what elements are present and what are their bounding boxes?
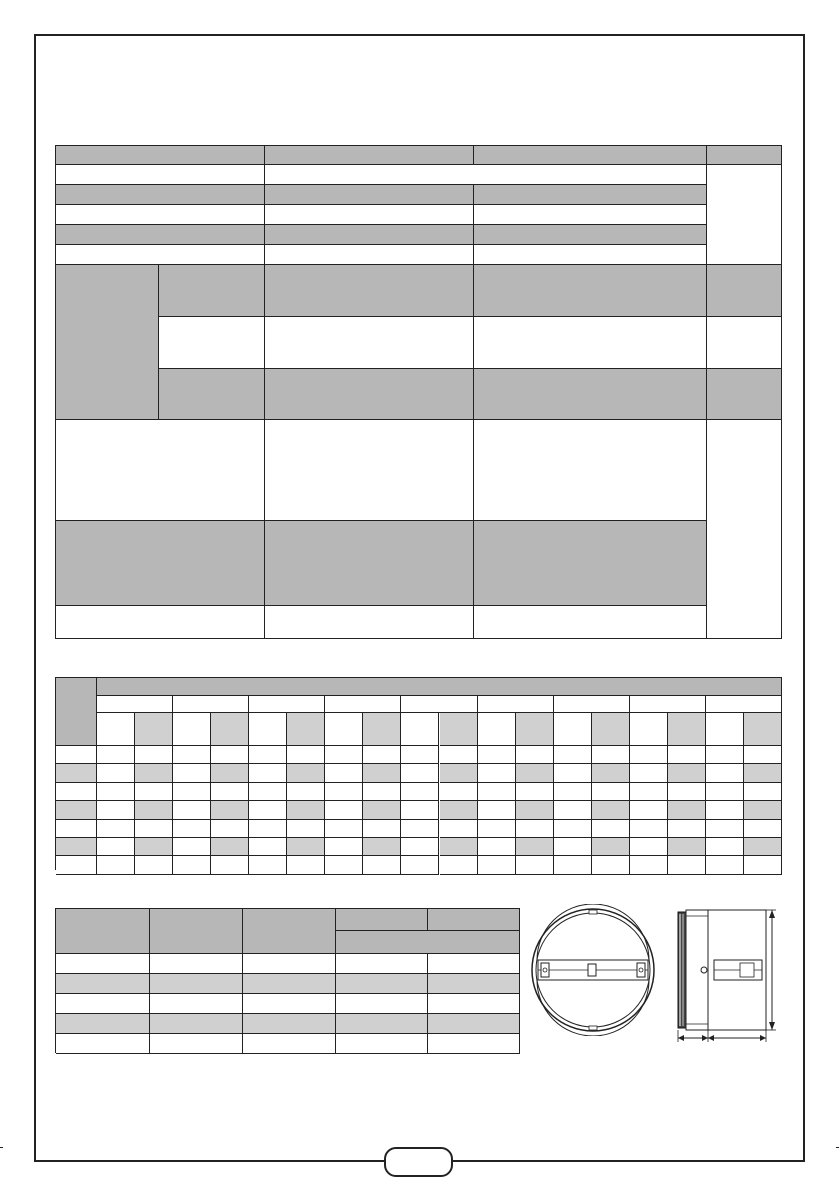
perf-cell — [401, 764, 439, 782]
spec-cell — [474, 420, 707, 521]
perf-corner-cell — [56, 678, 97, 746]
dim-cell — [56, 1014, 150, 1034]
perf-row-label — [56, 783, 97, 801]
perf-cell — [401, 838, 439, 856]
perf-subheader — [706, 713, 744, 746]
spec-cell — [474, 606, 707, 639]
perf-subheader — [478, 713, 516, 746]
perf-cell — [287, 783, 325, 801]
perf-cell — [363, 764, 401, 782]
perf-cell — [363, 838, 401, 856]
spec-cell — [265, 521, 474, 606]
dim-header-cell — [150, 909, 243, 954]
perf-header-cell — [97, 678, 782, 696]
perf-cell — [211, 746, 249, 764]
perf-cell — [554, 783, 592, 801]
perf-group-header — [706, 696, 782, 713]
perf-cell — [363, 746, 401, 764]
perf-cell — [287, 801, 325, 819]
perf-cell — [401, 856, 439, 874]
spec-cell — [265, 369, 474, 420]
dim-cell — [336, 1034, 428, 1054]
spec-cell — [707, 420, 782, 639]
dim-cell — [243, 974, 336, 994]
spec-cell — [56, 521, 265, 606]
perf-group-header — [554, 696, 630, 713]
perf-cell — [706, 838, 744, 856]
perf-cell — [97, 838, 135, 856]
perf-subheader — [135, 713, 173, 746]
perf-cell — [363, 856, 401, 874]
dim-cell — [428, 1014, 520, 1034]
perf-row-label — [56, 764, 97, 782]
perf-cell — [325, 856, 363, 874]
dim-cell — [336, 974, 428, 994]
perf-subheader — [668, 713, 706, 746]
perf-subheader — [554, 713, 592, 746]
perf-cell — [173, 764, 211, 782]
perf-cell — [554, 856, 592, 874]
perf-cell — [478, 820, 516, 838]
perf-group-header — [478, 696, 554, 713]
perf-subheader — [363, 713, 401, 746]
perf-cell — [516, 764, 554, 782]
corner-mark — [0, 1147, 3, 1148]
perf-cell — [135, 746, 173, 764]
spec-cell — [265, 225, 474, 245]
perf-cell — [211, 838, 249, 856]
perf-cell — [135, 820, 173, 838]
dim-cell — [56, 954, 150, 974]
dim-cell — [428, 1034, 520, 1054]
perf-row-label — [56, 801, 97, 819]
perf-cell — [744, 801, 782, 819]
perf-cell — [211, 801, 249, 819]
perf-cell — [744, 783, 782, 801]
perf-cell — [706, 820, 744, 838]
spec-cell — [159, 317, 265, 369]
spec-cell — [474, 317, 707, 369]
spec-cell — [474, 185, 707, 205]
perf-cell — [668, 820, 706, 838]
perf-cell — [668, 746, 706, 764]
perf-cell — [97, 856, 135, 874]
dim-cell — [428, 994, 520, 1014]
perf-subheader — [325, 713, 363, 746]
perf-cell — [516, 856, 554, 874]
perf-cell — [325, 801, 363, 819]
perf-cell — [554, 801, 592, 819]
dim-header-cell — [56, 909, 150, 954]
perf-cell — [97, 801, 135, 819]
perf-cell — [401, 783, 439, 801]
perf-cell — [516, 820, 554, 838]
perf-subheader — [592, 713, 630, 746]
perf-cell — [630, 820, 668, 838]
dim-header-cell — [428, 909, 520, 931]
perf-group-header — [97, 696, 173, 713]
perf-cell — [440, 764, 478, 782]
perf-subheader — [401, 713, 439, 746]
spec-cell — [265, 185, 474, 205]
dim-cell — [336, 994, 428, 1014]
perf-cell — [287, 838, 325, 856]
front-view-drawing — [528, 904, 658, 1036]
perf-cell — [249, 801, 287, 819]
perf-cell — [668, 856, 706, 874]
perf-cell — [478, 838, 516, 856]
dim-cell — [336, 954, 428, 974]
perf-cell — [135, 801, 173, 819]
perf-cell — [592, 764, 630, 782]
perf-group-header — [249, 696, 325, 713]
perf-cell — [744, 856, 782, 874]
perf-cell — [135, 764, 173, 782]
dim-cell — [428, 954, 520, 974]
perf-cell — [325, 838, 363, 856]
perf-cell — [706, 764, 744, 782]
dim-header-cell — [243, 909, 336, 954]
perf-cell — [592, 856, 630, 874]
perf-cell — [97, 764, 135, 782]
perf-cell — [630, 783, 668, 801]
perf-cell — [173, 838, 211, 856]
perf-cell — [554, 764, 592, 782]
perf-cell — [287, 746, 325, 764]
perf-cell — [249, 783, 287, 801]
perf-cell — [516, 801, 554, 819]
perf-cell — [97, 746, 135, 764]
spec-cell — [707, 369, 782, 420]
spec-cell — [265, 205, 474, 225]
perf-subheader — [173, 713, 211, 746]
dim-cell — [150, 1014, 243, 1034]
dim-cell — [56, 994, 150, 1014]
dim-cell — [150, 994, 243, 1014]
perf-cell — [173, 856, 211, 874]
perf-cell — [668, 838, 706, 856]
dim-cell — [150, 954, 243, 974]
spec-cell — [474, 265, 707, 317]
spec-header-cell — [265, 146, 474, 165]
spec-cell — [159, 265, 265, 317]
hinge-block-right — [637, 963, 645, 977]
perf-cell — [401, 746, 439, 764]
spec-cell — [707, 317, 782, 369]
perf-cell — [325, 783, 363, 801]
spec-cell — [56, 245, 265, 265]
perf-cell — [706, 746, 744, 764]
perf-group-header — [401, 696, 477, 713]
gasket — [678, 912, 686, 1028]
perf-cell — [706, 801, 744, 819]
perf-cell — [592, 783, 630, 801]
dim-cell — [56, 1034, 150, 1054]
spec-cell — [707, 165, 782, 265]
perf-cell — [706, 856, 744, 874]
spec-header-cell — [474, 146, 707, 165]
perf-group-header — [630, 696, 706, 713]
perf-row-label — [56, 856, 97, 874]
perf-cell — [554, 746, 592, 764]
spec-table — [55, 145, 782, 639]
perf-cell — [668, 801, 706, 819]
perf-cell — [440, 783, 478, 801]
spec-cell — [474, 369, 707, 420]
perf-cell — [287, 856, 325, 874]
page-number-tab — [384, 1147, 453, 1177]
spec-header-cell — [707, 146, 782, 165]
perf-cell — [440, 820, 478, 838]
hinge-block-left — [541, 963, 549, 977]
perf-cell — [744, 820, 782, 838]
dim-header-cell — [336, 931, 520, 954]
perf-cell — [706, 783, 744, 801]
perf-cell — [173, 746, 211, 764]
perf-cell — [363, 783, 401, 801]
spec-cell — [265, 606, 474, 639]
spec-cell — [707, 265, 782, 317]
perf-cell — [325, 820, 363, 838]
perf-cell — [592, 820, 630, 838]
perf-row-label — [56, 838, 97, 856]
center-clip — [588, 964, 596, 976]
perf-cell — [440, 801, 478, 819]
spec-cell — [159, 369, 265, 420]
perf-cell — [249, 838, 287, 856]
perf-cell — [630, 801, 668, 819]
perf-cell — [744, 746, 782, 764]
perf-cell — [668, 764, 706, 782]
perf-subheader — [440, 713, 478, 746]
spec-cell — [474, 225, 707, 245]
perf-subheader — [744, 713, 782, 746]
spec-cell — [56, 225, 265, 245]
perf-cell — [211, 820, 249, 838]
dim-cell — [243, 1034, 336, 1054]
perf-cell — [516, 783, 554, 801]
perf-cell — [173, 801, 211, 819]
spec-group-cell — [56, 265, 159, 420]
perf-cell — [478, 856, 516, 874]
perf-cell — [592, 801, 630, 819]
perf-cell — [478, 783, 516, 801]
spec-cell — [56, 420, 265, 521]
spec-header-cell — [56, 146, 265, 165]
perf-cell — [516, 838, 554, 856]
dim-cell — [56, 974, 150, 994]
perf-cell — [401, 801, 439, 819]
perf-subheader — [249, 713, 287, 746]
perf-cell — [97, 820, 135, 838]
perf-cell — [516, 746, 554, 764]
perf-cell — [135, 783, 173, 801]
spec-cell — [265, 165, 707, 185]
perf-cell — [592, 838, 630, 856]
dim-cell — [336, 1014, 428, 1034]
perf-cell — [630, 838, 668, 856]
perf-row-label — [56, 820, 97, 838]
perf-cell — [592, 746, 630, 764]
perf-cell — [97, 783, 135, 801]
perf-cell — [249, 764, 287, 782]
perf-cell — [173, 783, 211, 801]
perf-cell — [554, 838, 592, 856]
side-view-drawing — [668, 906, 780, 1044]
dimension-table — [55, 908, 520, 1053]
perf-subheader — [97, 713, 135, 746]
spec-cell — [474, 245, 707, 265]
perf-cell — [440, 746, 478, 764]
perf-row-label — [56, 746, 97, 764]
spec-cell — [56, 165, 265, 185]
perf-cell — [249, 856, 287, 874]
perf-cell — [211, 783, 249, 801]
spec-cell — [474, 205, 707, 225]
dim-header-cell — [336, 909, 428, 931]
perf-group-header — [325, 696, 401, 713]
perf-cell — [440, 856, 478, 874]
perf-cell — [478, 801, 516, 819]
dim-cell — [243, 954, 336, 974]
perf-cell — [668, 783, 706, 801]
perf-subheader — [211, 713, 249, 746]
perf-cell — [211, 856, 249, 874]
perf-cell — [744, 838, 782, 856]
dim-cell — [150, 974, 243, 994]
perf-cell — [173, 820, 211, 838]
spec-cell — [265, 245, 474, 265]
perf-subheader — [630, 713, 668, 746]
spec-cell — [265, 265, 474, 317]
perf-cell — [249, 820, 287, 838]
spec-cell — [265, 317, 474, 369]
perf-cell — [630, 764, 668, 782]
perf-cell — [287, 820, 325, 838]
perf-cell — [440, 838, 478, 856]
spec-cell — [265, 420, 474, 521]
dim-cell — [428, 974, 520, 994]
spec-cell — [474, 521, 707, 606]
perf-cell — [630, 856, 668, 874]
perf-cell — [630, 746, 668, 764]
perf-subheader — [287, 713, 325, 746]
spec-cell — [56, 185, 265, 205]
perf-cell — [744, 764, 782, 782]
perf-cell — [554, 820, 592, 838]
perf-cell — [478, 764, 516, 782]
perf-group-header — [173, 696, 249, 713]
dim-cell — [150, 1034, 243, 1054]
perf-cell — [211, 764, 249, 782]
spec-cell — [56, 205, 265, 225]
perf-cell — [135, 838, 173, 856]
perf-cell — [249, 746, 287, 764]
spec-cell — [56, 606, 265, 639]
perf-cell — [325, 746, 363, 764]
perf-cell — [135, 856, 173, 874]
perf-cell — [363, 820, 401, 838]
dim-cell — [243, 1014, 336, 1034]
performance-table — [55, 677, 782, 870]
perf-cell — [401, 820, 439, 838]
perf-cell — [287, 764, 325, 782]
perf-cell — [363, 801, 401, 819]
perf-cell — [325, 764, 363, 782]
perf-subheader — [516, 713, 554, 746]
dim-cell — [243, 994, 336, 1014]
perf-cell — [478, 746, 516, 764]
